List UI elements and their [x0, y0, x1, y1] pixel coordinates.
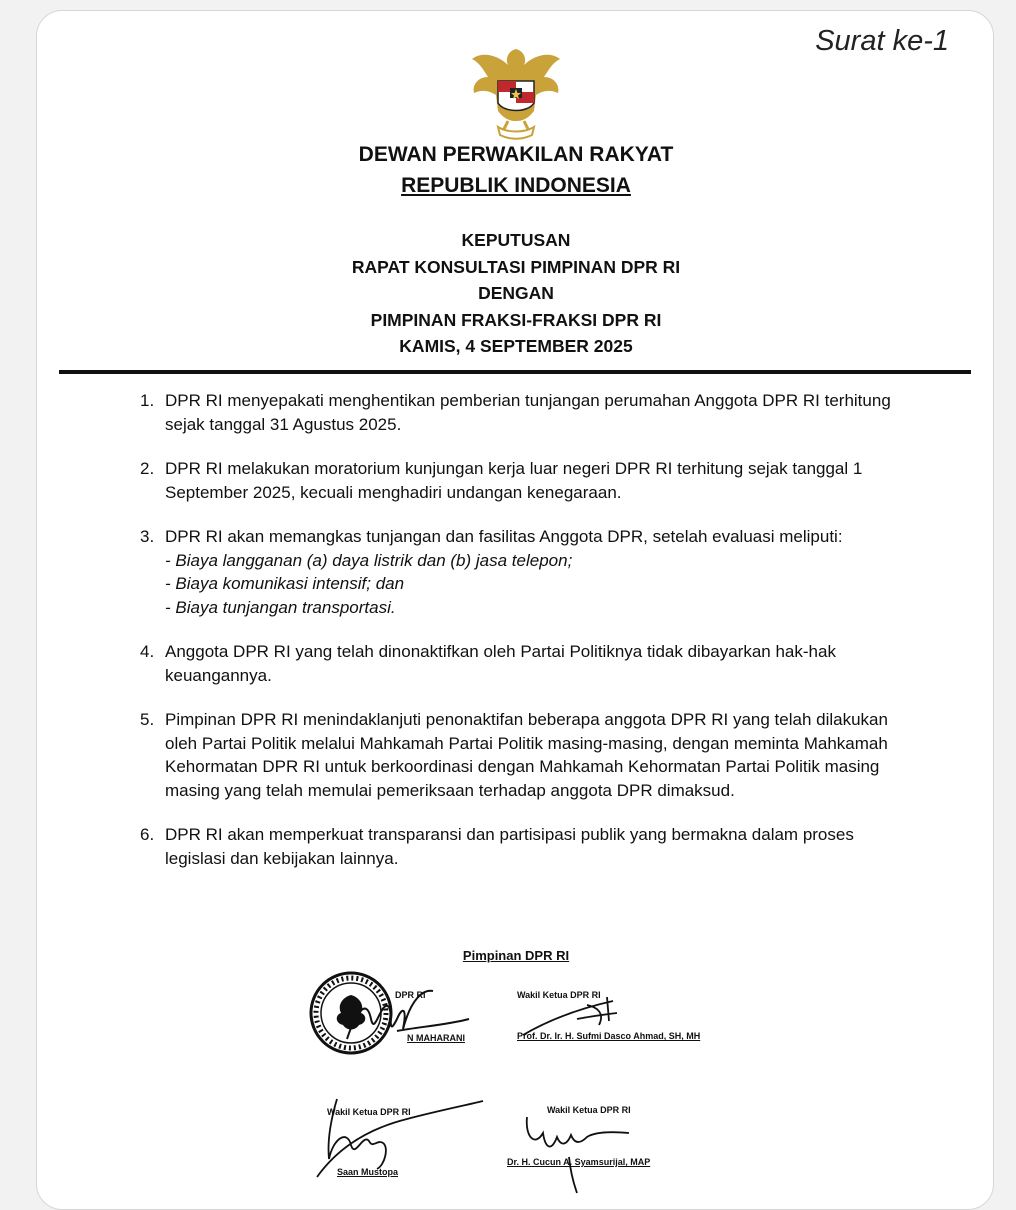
wakil-3-name: Dr. H. Cucun A. Syamsurijal, MAP [507, 1157, 651, 1167]
country-title: REPUBLIK INDONESIA [401, 174, 631, 197]
item-number: 5. [140, 710, 155, 729]
item-number: 4. [140, 642, 155, 661]
signatures-heading: Pimpinan DPR RI [462, 948, 570, 963]
item-text: DPR RI menyepakati menghentikan pemberian tunjangan perumahan Anggota DPR RI terhitung sejak tanggal 31 Agustus 2025. [165, 391, 891, 434]
item-text: DPR RI melakukan moratorium kunjungan kerja luar negeri DPR RI terhitung sejak tanggal 1 September 2025, kecuali menghadiri undangan kenegaraan. [165, 459, 863, 502]
item-text: Pimpinan DPR RI menindaklanjuti penonaktifan beberapa anggota DPR RI yang telah dilakukan oleh Partai Politik melalui Mahkamah Partai Politik masing-masing, dengan meminta Mahkamah Kehormatan DPR RI untuk berkoordinasi dengan Mahkamah Kehormatan Partai Politik masing masing yang telah memulai pemeriksaan terhadap anggota DPR dimaksud. [165, 710, 888, 800]
sub-item: - Biaya komunikasi intensif; dan [165, 574, 405, 593]
list-item [140, 823, 900, 870]
item-text: Anggota DPR RI yang telah dinonaktifkan oleh Partai Politiknya tidak dibayarkan hak-hak keuangannya. [165, 642, 836, 685]
item-text: DPR RI akan memperkuat transparansi dan partisipasi publik yang bermakna dalam proses legislasi dan kebijakan lainnya. [165, 825, 854, 868]
garuda-emblem-icon [468, 41, 564, 145]
item-number: 2. [140, 459, 155, 478]
decision-line: KAMIS, 4 SEPTEMBER 2025 [399, 336, 633, 356]
list-item [140, 708, 900, 802]
decision-line: DENGAN [478, 283, 554, 303]
decision-line: PIMPINAN FRAKSI-FRAKSI DPR RI [370, 309, 662, 330]
wakil-2-name: Saan Mustopa [337, 1167, 399, 1177]
item-number: 6. [140, 825, 155, 844]
wakil-3-title: Wakil Ketua DPR RI [547, 1105, 631, 1115]
page-label: Surat ke-1 [815, 25, 949, 57]
wakil-1-name: Prof. Dr. Ir. H. Sufmi Dasco Ahmad, SH, MH [517, 1031, 701, 1041]
list-item [140, 525, 900, 619]
wakil-1-title: Wakil Ketua DPR RI [517, 990, 601, 1000]
list-item [140, 457, 900, 504]
item-number: 3. [140, 527, 155, 546]
list-item [140, 389, 900, 436]
item-text: DPR RI akan memangkas tunjangan dan fasilitas Anggota DPR, setelah evaluasi meliputi: [165, 527, 843, 546]
list-item [140, 640, 900, 687]
decision-list [140, 389, 900, 891]
ketua-title: DPR RI [395, 990, 426, 1000]
sub-item: - Biaya tunjangan transportasi. [165, 597, 396, 617]
decision-line: RAPAT KONSULTASI PIMPINAN DPR RI [351, 256, 681, 277]
sub-item: - Biaya langganan (a) daya listrik dan (b) jasa telepon; [165, 550, 573, 570]
ketua-name: N MAHARANI [407, 1033, 465, 1043]
letter-card [36, 10, 994, 1210]
institution-title: DEWAN PERWAKILAN RAKYAT [358, 143, 674, 166]
item-number: 1. [140, 391, 155, 410]
decision-line: KEPUTUSAN [461, 230, 571, 250]
header-divider [59, 370, 971, 374]
wakil-2-title: Wakil Ketua DPR RI [327, 1107, 411, 1117]
decision-title [37, 227, 995, 360]
